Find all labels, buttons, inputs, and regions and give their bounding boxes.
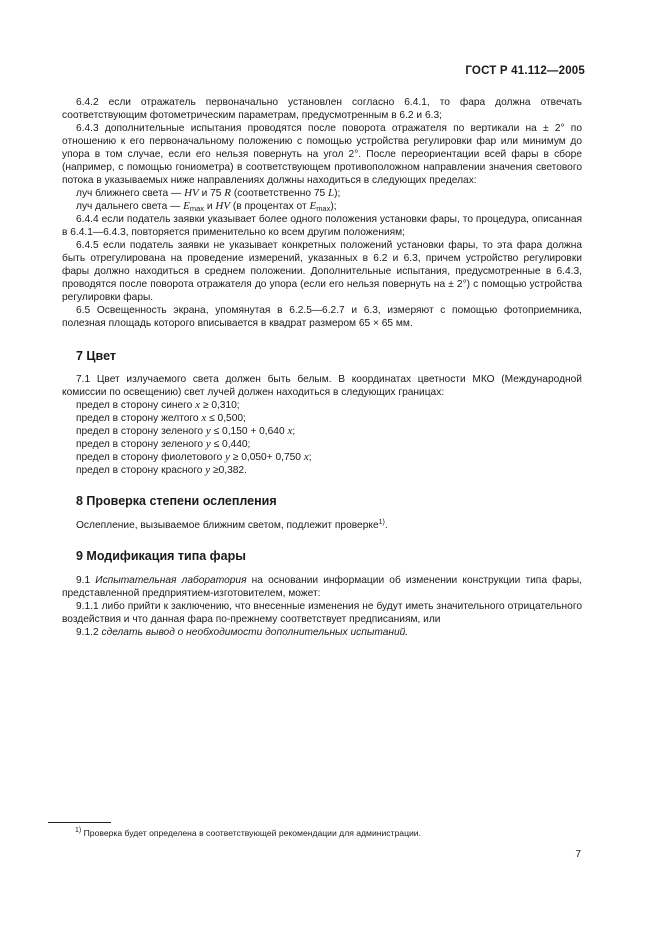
limit-prefix: предел в сторону фиолетового <box>76 452 226 463</box>
high-beam-var-e: E <box>183 200 190 212</box>
page-number: 7 <box>575 849 581 860</box>
document-body <box>62 96 582 639</box>
limit-blue <box>62 399 582 412</box>
low-beam-var-r: R <box>224 187 231 199</box>
low-beam-prefix: луч ближнего света — <box>76 188 185 199</box>
limit-var: y <box>205 464 211 476</box>
limit-rest: ≥ 0,310; <box>200 400 240 411</box>
limit-rest: ≥ 0,050+ 0,750 <box>229 452 304 463</box>
paragraph-7-1: 7.1 Цвет излучаемого света должен быть белым. В координатах цветности МКО (Международной комиссии по освещению) свет лучей должен находиться в следующих границах: <box>62 374 582 398</box>
paragraph-9-1-2-num: 9.1.2 <box>76 627 102 638</box>
paragraph-6-4-3: 6.4.3 дополнительные испытания проводятся после поворота отражателя по вертикали на ± 2° по отношению к его первоначальному положению с помощью устройства регулировки фар или минимум до упора в том случае, если его нельзя повернуть на угол 2°. После переориентации всей фары в сборе (например, с помощью гониометра) в соответствующем противоположном направлении значения светового потока в указываемых ниже направлениях должны находиться в следующих пределах: <box>62 123 582 186</box>
limit-rest: ≤ 0,150 + 0,640 <box>210 426 288 437</box>
document-header: ГОСТ Р 41.112—2005 <box>465 65 585 77</box>
section-9-title: 9 Модификация типа фары <box>76 549 246 563</box>
limit-prefix: предел в сторону красного <box>76 465 206 476</box>
limit-prefix: предел в сторону зеленого <box>76 426 206 437</box>
high-beam-sub-max: max <box>189 204 205 213</box>
limit-var: y <box>205 425 211 437</box>
high-beam-var-hv: HV <box>215 200 231 212</box>
paragraph-8-end: . <box>384 520 388 531</box>
limit-rest: ≥0,382. <box>210 465 247 476</box>
limit-end: ; <box>308 452 312 463</box>
high-beam-end: ); <box>330 201 337 212</box>
paragraph-8-text: Ослепление, вызываемое ближним светом, подлежит проверке <box>76 520 379 531</box>
limit-end: ; <box>292 426 296 437</box>
low-beam-line <box>62 187 582 200</box>
paragraph-9-1-2-italic: сделать вывод о необходимости дополнительных испытаний. <box>101 627 409 638</box>
high-beam-suffix: (в процентах от <box>230 201 310 212</box>
limit-yellow <box>62 412 582 425</box>
paragraph-6-5: 6.5 Освещенность экрана, упомянутая в 6.2.5—6.2.7 и 6.3, измеряют с помощью фотоприемника, полезная площадь которого вписывается в квадрат размером 65 × 65 мм. <box>62 305 582 329</box>
paragraph-9-1-italic: Испытательная лаборатория <box>95 575 247 586</box>
limit-prefix: предел в сторону зеленого <box>76 439 206 450</box>
limit-var: y <box>205 438 211 450</box>
limit-green-2 <box>62 438 582 451</box>
low-beam-suffix: (соответственно 75 <box>231 188 329 199</box>
paragraph-9-1-num: 9.1 <box>76 575 96 586</box>
paragraph-6-4-5: 6.4.5 если податель заявки не указывает конкретных положений установки фары, то эта фара должна быть отрегулирована на проведение измерений, указанных в 6.2 и 6.3, причем устройство регулировки фары должно находиться в среднем положении. Дополнительные испытания, предусмотренные в 6.4.3, проводятся после поворота отражателя до упора (если его нельзя повернуть на ± 2°) с помощью устройства регулировки фары. <box>62 240 582 303</box>
paragraph-6-4-4: 6.4.4 если податель заявки указывает более одного положения установки фары, то процедура, описанная в 6.4.1—6.4.3, повторяется применительно ко всем другим положениям; <box>62 214 582 238</box>
limit-var: x <box>195 399 201 411</box>
paragraph-9-1 <box>62 574 582 600</box>
high-beam-prefix: луч дальнего света — <box>76 201 184 212</box>
high-beam-var-e2: E <box>309 200 317 212</box>
section-8-title: 8 Проверка степени ослепления <box>76 494 277 508</box>
section-7-title: 7 Цвет <box>76 349 116 363</box>
paragraph-9-1-rest: на основании информации об изменении конструкции типа фары, представленной предприятием-изготовителем, может: <box>62 575 582 599</box>
paragraph-8 <box>62 519 582 532</box>
limit-var: x <box>201 412 207 424</box>
limit-prefix: предел в сторону желтого <box>76 413 202 424</box>
low-beam-mid: и 75 <box>198 188 225 199</box>
paragraph-6-4-2: 6.4.2 если отражатель первоначально установлен согласно 6.4.1, то фара должна отвечать соответствующим фотометрическим параметрам, предусмотренным в 6.2 и 6.3; <box>62 97 582 121</box>
high-beam-mid: и <box>204 201 216 212</box>
paragraph-9-1-1: 9.1.1 либо прийти к заключению, что внесенные изменения не будут иметь значительного отрицательного воздействия и что данная фара по-прежнему соответствует предписаниям, или <box>62 601 582 625</box>
high-beam-sub-max2: max <box>316 204 331 213</box>
footnote-text: Проверка будет определена в соответствующей рекомендации для администрации. <box>81 828 421 838</box>
paragraph-9-1-2 <box>62 626 582 639</box>
high-beam-line <box>62 200 582 213</box>
limit-red <box>62 464 582 477</box>
limit-green-1 <box>62 425 582 438</box>
low-beam-end: ); <box>334 188 341 199</box>
limit-var2: x <box>303 451 309 463</box>
footnote-ref: 1) <box>378 519 385 526</box>
footnote-mark: 1) <box>75 827 82 834</box>
footnote <box>75 828 421 839</box>
limit-var2: x <box>287 425 293 437</box>
limit-prefix: предел в сторону синего <box>76 400 196 411</box>
limit-rest: ≤ 0,500; <box>206 413 246 424</box>
limit-violet <box>62 451 582 464</box>
limit-rest: ≤ 0,440; <box>210 439 251 450</box>
low-beam-var-l: L <box>328 187 335 199</box>
footnote-separator <box>48 822 111 823</box>
limit-var: y <box>225 451 230 463</box>
limits-list <box>62 399 582 477</box>
low-beam-var-hv: HV <box>184 187 199 199</box>
